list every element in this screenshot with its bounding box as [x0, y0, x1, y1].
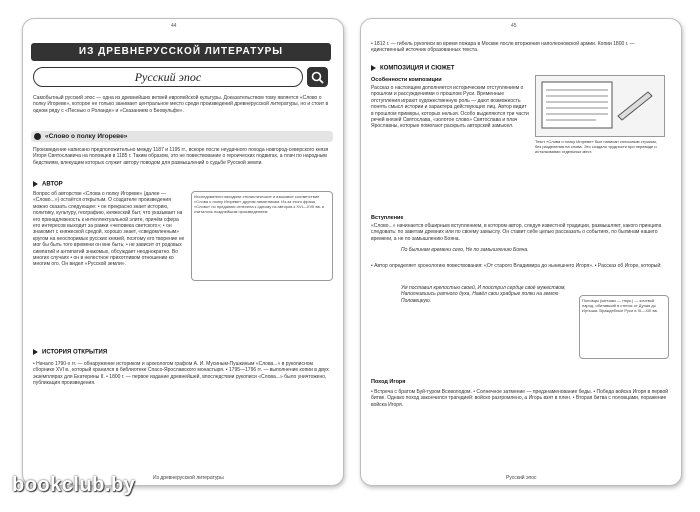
page-number: 44 — [171, 23, 177, 29]
topic-paragraph: Произведение написано предположительно между 1187 и 1195 гг., вскоре после неудачного похода новгород-северского князя Игоря Святославича на половцев в 1185 г. Таким образом, это не повествование о героических подвигах, а плач по народным бедствиям, влекущим которых служит автору поводом для размышлений о судьбе Русской земли. — [33, 147, 329, 166]
intro-paragraph-two: • Автор определяет хронологию повествования: «От старого Владимира до нынешнего Игоря». • Рассказ об Игоре, который: — [371, 263, 662, 269]
manuscript-image — [535, 75, 665, 137]
sub-campaign: Поход Игоря — [371, 379, 406, 385]
side-callout: Исследователи находили стилистическое и языковое соответствие «Слова о полку Игореве» другим памятникам. Из-за этого фраза «Слово» по преданию отнесена к одному из авторов к XVI—XVII вв. и считалось позднейшим произведением. — [191, 191, 333, 281]
history-paragraph: • Начало 1790-х гг. — обнаружение историком и археологом графом А. И. Мусиным-Пушкиным «Слова...» в рукописном сборнике XVI в., который хранился в библиотеке Спасо-Ярославского монастыря. • 1795—1796 гг. — выполнение копии в двух экземплярах для Екатерины II. • 1800 г. — первое издание древнейшей, впоследствии рукописи «Слова...» было уничтожено, публикация произведения. — [33, 361, 329, 387]
topic-title: «Слово о полку Игореве» — [45, 133, 128, 140]
topic-bar — [31, 131, 333, 142]
author-paragraph: Вопрос об авторстве «Слова о полку Игореве» (далее — «Слово...») остаётся открытым. О создателе произведения можно сказать следующее: • он прекрасно знает историю, политику, культуру, географию, княжеский быт, что указывает на его принадлежность к интеллектуальной элите, причём сфера его интересов выходит за рамки «человека светского»; • он знакомит с княжеской средой, хорошо знает, «сведомленным» кругом на неоспоримых русских князей, поэтому его творение не мог бы быть того времени он вне быть; • не зависит от родовых симпатий и антипатий знакомых, обсуждает неоднократно. Во многих случаях • он в нелестное прихотливом отношении ко многим ого. Он видел «Русской земли». — [33, 191, 185, 268]
page-number: 45 — [511, 23, 517, 29]
page-footer: Из древнерусской литературы — [153, 475, 224, 481]
search-field: Русский эпос — [33, 67, 303, 87]
sub-intro: Вступление — [371, 215, 404, 221]
search-button — [307, 67, 328, 87]
page-footer: Русский эпос — [506, 475, 537, 481]
polovtsy-callout: Половцы (кипчаки — тюрк.) — кочевой народ, обитавший в степях от Дуная до Иртыша. Враждебные Руси в XI—XIII вв. — [579, 295, 669, 359]
search-row — [33, 67, 331, 87]
features-paragraph: Рассказ о настоящем дополняется историческим отступлением о прошлом и рассуждениями о прошлом Руси. Временные отступления играют художественную роль — дают возможность понять смысл истории и характера действующих лиц. Автор видит в прошлом примеры, которых нельзя. Особо выделяются три части речей князей Святослава, «золотое слово» Святослава и плач Ярославны, которые помогают раскрыть авторский замысел. — [371, 85, 529, 130]
quote-two: Ум поставил крепостью своей, И поострил сердце своё мужеством, Наполнившись ратного духа, Навёл свои храбрые полки на землю Половецкую. — [401, 285, 566, 304]
section-history: ИСТОРИЯ ОТКРЫТИЯ — [33, 349, 107, 356]
arrow-icon — [33, 181, 38, 187]
arrow-icon — [371, 65, 376, 71]
search-icon — [311, 71, 324, 84]
campaign-paragraph: • Встреча с братом Буй-туром Всеволодом. • Солнечное затмение — предзнаменование беды. • Победа войска Игоря в первой битве. Однако поход закончился трагедией: войско разгромлено, а Игорь взят в плен. • Вторая битва с половцами, поражение войска Игоря. — [371, 389, 669, 408]
sub-features: Особенности композиции — [371, 77, 442, 83]
intro-paragraph: Самобытный русский эпос — одна из древнейших ветвей европейской культуры. Доказательством тому является «Слово о полку Игореве», которое не только занимает центральное место среди произведений древнерусской литературы, но и стоит в одном ряду с «Песнью о Роланде» и «Сказанием о Беовульфе». — [33, 95, 329, 114]
manuscript-icon — [536, 76, 664, 136]
quote-one: По былинам времени сего, Не по замышлению Бояна. — [401, 247, 529, 253]
bullet-icon — [34, 133, 41, 140]
right-page — [360, 18, 682, 486]
watermark: bookclub.by — [12, 474, 136, 496]
arrow-icon — [33, 349, 38, 355]
chapter-title: ИЗ ДРЕВНЕРУССКОЙ ЛИТЕРАТУРЫ — [31, 43, 331, 61]
section-author: АВТОР — [33, 181, 63, 188]
intro-paragraph: «Слово...» начинается обширным вступлением, в котором автор, следуя известной традиции, размышляет, какого принципа следовать: по заветам древних или по своему замыслу. Он ставит себе целью рассказать о событиях, по былинам нашего времени, а не по замышлению Бояна. — [371, 223, 662, 242]
top-paragraph: • 1812 г. — гибель рукописи во время пожара в Москве после вторжения наполеоновской армии. Копии 1800 г. — единственный источник образованных текста. — [371, 41, 635, 54]
left-page — [22, 18, 344, 486]
manuscript-caption: Текст «Слова о полку Игореве» был написан сплошным строком, без разделения на слова. Это создало трудности при переводе и истолковании отдельных мест. — [535, 139, 657, 154]
section-composition: КОМПОЗИЦИЯ И СЮЖЕТ — [371, 65, 455, 72]
